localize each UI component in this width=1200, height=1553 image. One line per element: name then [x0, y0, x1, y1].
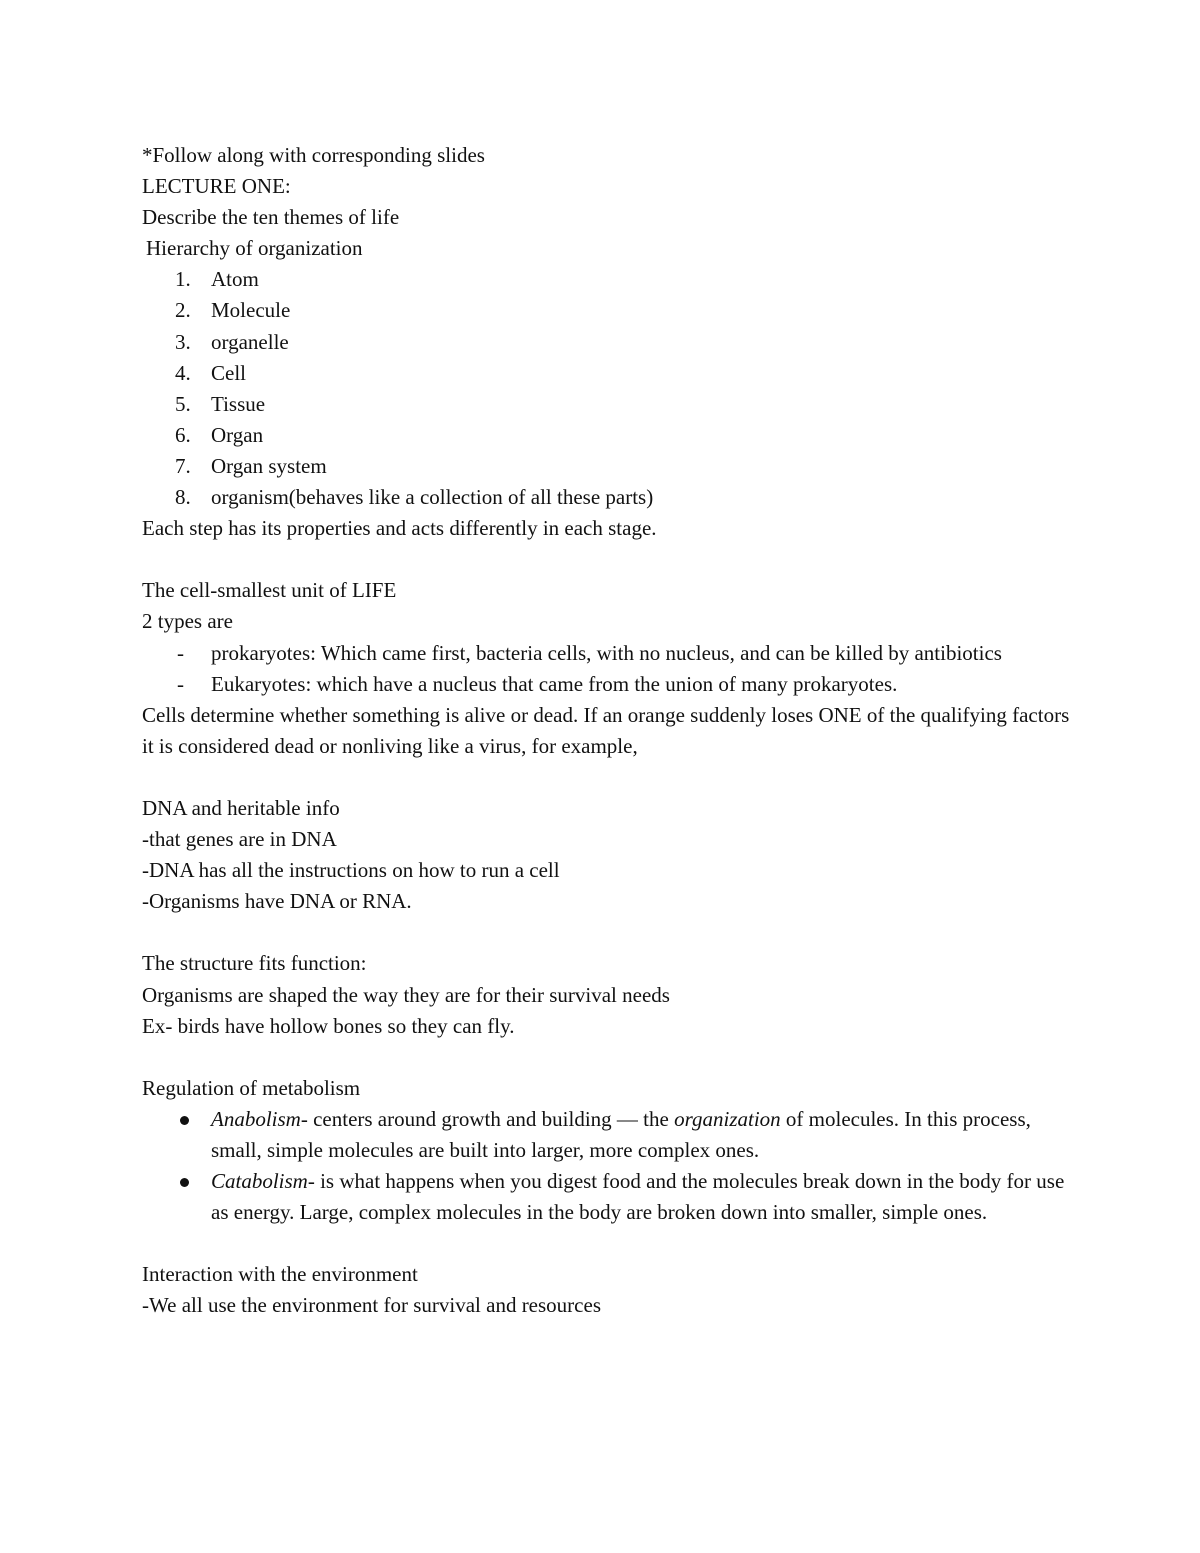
term-catabolism: Catabolism — [211, 1169, 308, 1194]
dna-line: -DNA has all the instructions on how to run a cell — [142, 858, 560, 883]
list-item — [142, 389, 1072, 420]
catabolism-text: - is what happens when you digest food and the molecules break down in the body for use as energy. Large, complex molecules in the body are broken down into smaller, simple ones. — [211, 1169, 1065, 1225]
dna-line: -Organisms have DNA or RNA. — [142, 889, 412, 914]
bullet-icon — [180, 1178, 189, 1187]
dna-heading: DNA and heritable info — [142, 795, 340, 820]
cell-heading: The cell-smallest unit of LIFE — [142, 578, 397, 603]
metabolism-heading: Regulation of metabolism — [142, 1075, 361, 1100]
list-item-text: organelle — [211, 329, 289, 354]
describe-line: Describe the ten themes of life — [142, 205, 400, 230]
cell-subheading: 2 types are — [142, 609, 233, 634]
structure-line: Ex- birds have hollow bones so they can fly. — [142, 1013, 515, 1038]
bullet-icon — [180, 1116, 189, 1125]
list-item-text: Molecule — [211, 298, 291, 323]
list-item — [142, 358, 1072, 389]
list-number: 3. — [175, 329, 191, 354]
environment-line: -We all use the environment for survival and resources — [142, 1293, 601, 1318]
list-item — [142, 1166, 1072, 1228]
metabolism-list — [142, 1104, 1072, 1228]
list-number: 2. — [175, 298, 191, 323]
list-item-text: organism(behaves like a collection of all these parts) — [211, 485, 654, 510]
list-item — [142, 638, 1072, 669]
document-page — [142, 140, 1075, 1322]
anabolism-text-a: - centers around growth and building — the — [300, 1106, 675, 1131]
blank-line — [142, 544, 1072, 575]
anabolism-text-b: of molecules. In this process, small, simple molecules are built into larger, more complex ones. — [211, 1106, 1031, 1162]
emphasis-organization: organization — [674, 1106, 781, 1131]
list-item-text: Organ system — [211, 453, 327, 478]
list-item-text: Eukaryotes: which have a nucleus that came from the union of many prokaryotes. — [211, 671, 898, 696]
dash-marker: - — [177, 671, 184, 696]
list-item — [142, 264, 1072, 295]
list-item — [142, 669, 1072, 700]
blank-line — [142, 917, 1072, 948]
dna-line: -that genes are in DNA — [142, 827, 337, 852]
term-anabolism: Anabolism — [211, 1106, 301, 1131]
list-item — [142, 482, 1072, 513]
list-item — [142, 327, 1072, 358]
list-item-text: Organ — [211, 422, 264, 447]
list-item-text: Cell — [211, 360, 246, 385]
list-item-text: prokaryotes: Which came first, bacteria cells, with no nucleus, and can be killed by antibiotics — [211, 640, 1002, 665]
structure-line: Organisms are shaped the way they are for their survival needs — [142, 982, 670, 1007]
list-number: 1. — [175, 267, 191, 292]
cell-paragraph: Cells determine whether something is alive or dead. If an orange suddenly loses ONE of the qualifying factors it is considered dead or nonliving like a virus, for example, — [142, 702, 1075, 758]
list-item — [142, 295, 1072, 326]
environment-heading: Interaction with the environment — [142, 1262, 418, 1287]
blank-line — [142, 762, 1072, 793]
hierarchy-summary: Each step has its properties and acts differently in each stage. — [142, 516, 657, 541]
lecture-title: LECTURE ONE: — [142, 174, 291, 199]
dash-marker: - — [177, 640, 184, 665]
list-item — [142, 1104, 1072, 1166]
blank-line — [142, 1228, 1072, 1259]
cell-types-list — [142, 638, 1072, 700]
list-number: 7. — [175, 453, 191, 478]
list-number: 8. — [175, 485, 191, 510]
list-item-text: Atom — [211, 267, 259, 292]
blank-line — [142, 1042, 1072, 1073]
list-item-text: Tissue — [211, 391, 266, 416]
list-number: 5. — [175, 391, 191, 416]
list-number: 6. — [175, 422, 191, 447]
hierarchy-heading: Hierarchy of organization — [146, 236, 363, 261]
hierarchy-list — [142, 264, 1072, 513]
list-item — [142, 420, 1072, 451]
list-item — [142, 451, 1072, 482]
list-number: 4. — [175, 360, 191, 385]
structure-heading: The structure fits function: — [142, 951, 367, 976]
intro-note: *Follow along with corresponding slides — [142, 143, 485, 167]
